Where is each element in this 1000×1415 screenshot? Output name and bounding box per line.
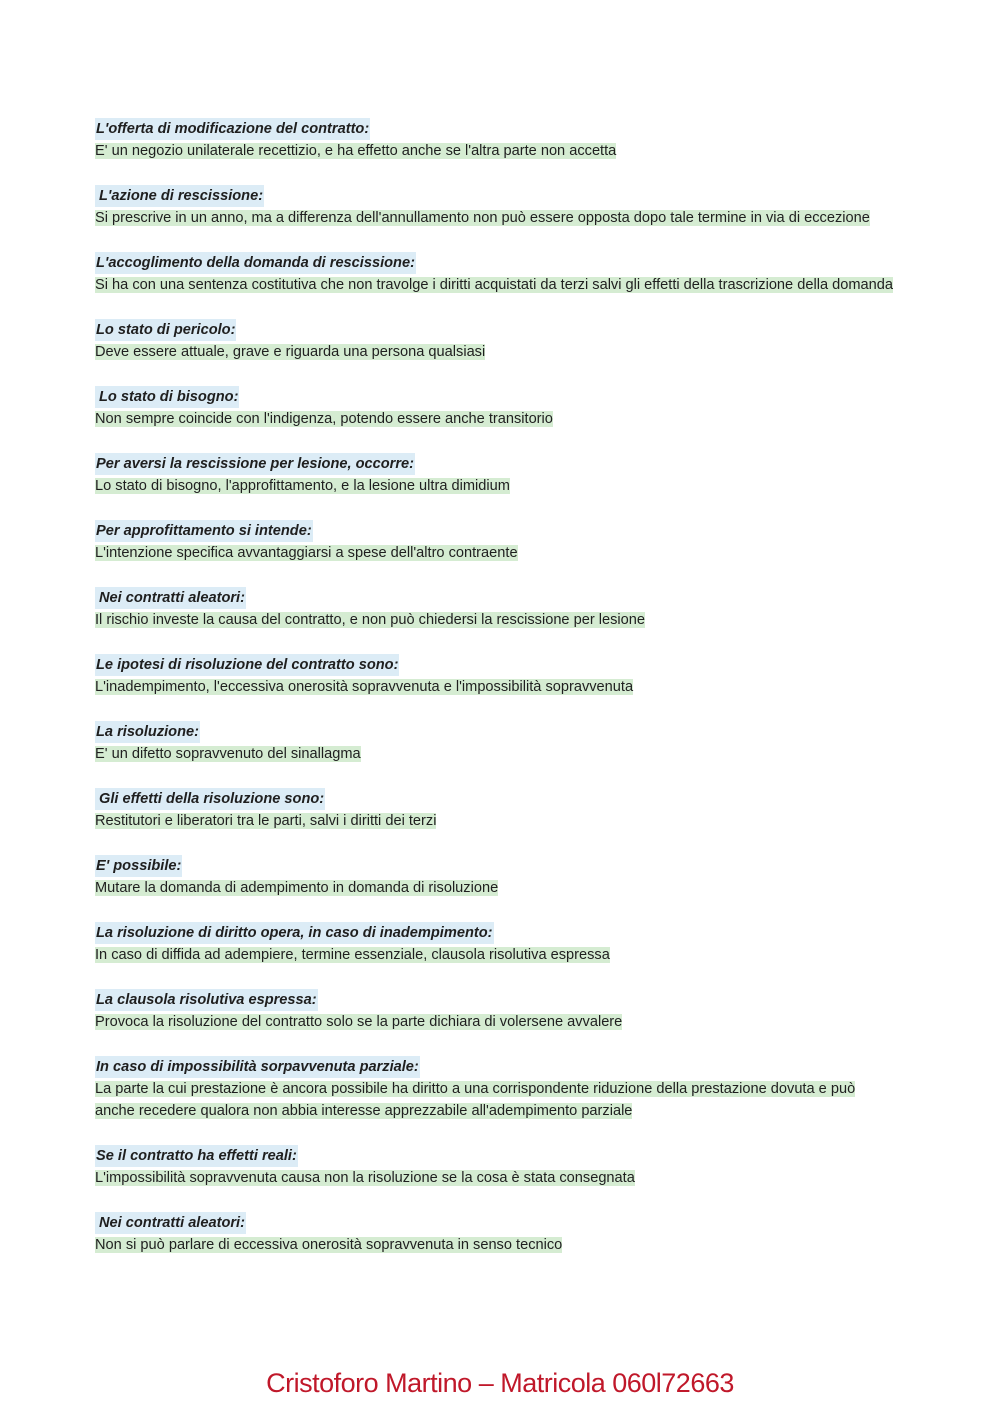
question: Per aversi la rescissione per lesione, occorre: bbox=[95, 453, 415, 475]
qa-item bbox=[95, 453, 895, 497]
answer: L'impossibilità sopravvenuta causa non la risoluzione se la cosa è stata consegnata bbox=[95, 1170, 635, 1186]
question: Per approfittamento si intende: bbox=[95, 520, 313, 542]
qa-item bbox=[95, 252, 895, 296]
question: E' possibile: bbox=[95, 855, 182, 877]
qa-item bbox=[95, 386, 895, 430]
qa-item bbox=[95, 654, 895, 698]
answer: E' un difetto sopravvenuto del sinallagma bbox=[95, 746, 361, 762]
qa-item bbox=[95, 1212, 895, 1256]
answer: La parte la cui prestazione è ancora possibile ha diritto a una corrispondente riduzione della prestazione dovuta e può anche recedere qualora non abbia interesse apprezzabile all'adempimento parziale bbox=[95, 1081, 856, 1119]
answer: Si prescrive in un anno, ma a differenza dell'annullamento non può essere opposta dopo tale termine in via di eccezione bbox=[95, 210, 870, 226]
answer: Il rischio investe la causa del contratto, e non può chiedersi la rescissione per lesione bbox=[95, 612, 646, 628]
question: La clausola risolutiva espressa: bbox=[95, 989, 318, 1011]
qa-item bbox=[95, 788, 895, 832]
question: Le ipotesi di risoluzione del contratto sono: bbox=[95, 654, 399, 676]
answer: Non si può parlare di eccessiva onerosità sopravvenuta in senso tecnico bbox=[95, 1237, 563, 1253]
qa-item bbox=[95, 118, 895, 162]
qa-item bbox=[95, 989, 895, 1033]
answer: In caso di diffida ad adempiere, termine essenziale, clausola risolutiva espressa bbox=[95, 947, 610, 963]
answer: L'inadempimento, l'eccessiva onerosità sopravvenuta e l'impossibilità sopravvenuta bbox=[95, 679, 634, 695]
question: Nei contratti aleatori: bbox=[95, 1212, 246, 1234]
question: Se il contratto ha effetti reali: bbox=[95, 1145, 298, 1167]
answer: Si ha con una sentenza costitutiva che non travolge i diritti acquistati da terzi salvi gli effetti della trascrizione della domanda bbox=[95, 277, 893, 293]
qa-list bbox=[95, 118, 895, 1279]
answer: E' un negozio unilaterale recettizio, e ha effetto anche se l'altra parte non accetta bbox=[95, 143, 617, 159]
qa-item bbox=[95, 1145, 895, 1189]
question: Lo stato di pericolo: bbox=[95, 319, 236, 341]
qa-item bbox=[95, 587, 895, 631]
answer: Restitutori e liberatori tra le parti, salvi i diritti dei terzi bbox=[95, 813, 437, 829]
qa-item bbox=[95, 721, 895, 765]
qa-item bbox=[95, 1056, 895, 1122]
footer-author: Cristoforo Martino – Matricola 060l72663 bbox=[266, 1368, 734, 1398]
answer: Non sempre coincide con l'indigenza, potendo essere anche transitorio bbox=[95, 411, 553, 427]
qa-item bbox=[95, 319, 895, 363]
question: Gli effetti della risoluzione sono: bbox=[95, 788, 325, 810]
question: Lo stato di bisogno: bbox=[95, 386, 239, 408]
qa-item bbox=[95, 922, 895, 966]
answer: L'intenzione specifica avvantaggiarsi a spese dell'altro contraente bbox=[95, 545, 518, 561]
question: L'accoglimento della domanda di rescissione: bbox=[95, 252, 416, 274]
qa-item bbox=[95, 520, 895, 564]
question: L'azione di rescissione: bbox=[95, 185, 264, 207]
question: In caso di impossibilità sorpavvenuta parziale: bbox=[95, 1056, 420, 1078]
answer: Provoca la risoluzione del contratto solo se la parte dichiara di volersene avvalere bbox=[95, 1014, 623, 1030]
qa-item bbox=[95, 185, 895, 229]
answer: Deve essere attuale, grave e riguarda una persona qualsiasi bbox=[95, 344, 486, 360]
question: L'offerta di modificazione del contratto: bbox=[95, 118, 370, 140]
answer: Mutare la domanda di adempimento in domanda di risoluzione bbox=[95, 880, 499, 896]
question: La risoluzione: bbox=[95, 721, 200, 743]
question: La risoluzione di diritto opera, in caso di inadempimento: bbox=[95, 922, 494, 944]
answer: Lo stato di bisogno, l'approfittamento, e la lesione ultra dimidium bbox=[95, 478, 510, 494]
question: Nei contratti aleatori: bbox=[95, 587, 246, 609]
qa-item bbox=[95, 855, 895, 899]
